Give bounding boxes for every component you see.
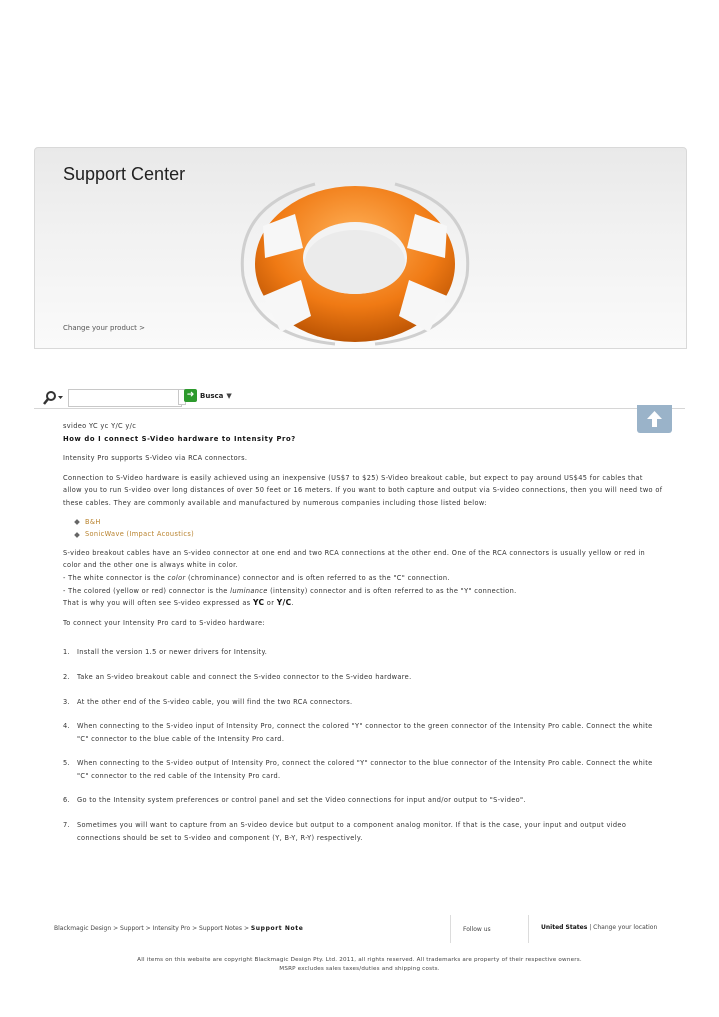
vendor-link-sonicwave[interactable]: SonicWave (Impact Acoustics)	[75, 528, 663, 541]
step-item: 6. Go to the Intensity system preferences or control panel and set the Video connections for input and/or output to "S-video".	[63, 796, 526, 805]
search-icon[interactable]	[42, 390, 64, 406]
colored-connector-note: - The colored (yellow or red) connector is the luminance (intensity) connector and is often referred to as the "Y" connection.	[63, 586, 517, 595]
breadcrumb: Blackmagic Design > Support > Intensity Pro > Support Notes > Support Note	[54, 925, 304, 932]
change-location-link[interactable]: Change your location	[593, 924, 658, 931]
step-item: 2. Take an S-video breakout cable and connect the S-video connector to the S-video hardware.	[63, 672, 412, 681]
page-title: Support Center	[63, 164, 186, 184]
article-paragraph: Connection to S-Video hardware is easily achieved using an inexpensive (US$7 to $25) S-Video breakout cable, but expect to pay around US$45 for cables that allow you to run S-video over long distances of over 50 feet or 16 meters. If you want to both capture and output via S-video connections, then you will need two of these cables. They are commonly available and manufactured by numerous companies including those listed below:	[63, 473, 663, 507]
change-product-link[interactable]: Change your product >	[63, 324, 146, 332]
vendor-link-bh[interactable]: B&H	[75, 516, 663, 529]
article-tags: svideo YC yc Y/C y/c	[63, 422, 137, 430]
to-connect-text: To connect your Intensity Pro card to S-video hardware:	[63, 618, 265, 627]
article-paragraph: S-video breakout cables have an S-video connector at one end and two RCA connections at the other end. One of the RCA connectors is usually yellow or red in color and the other one is always white in color.	[63, 548, 646, 570]
arrow-right-icon: ➜	[184, 389, 197, 402]
legal-notice	[0, 956, 719, 974]
search-bar	[40, 389, 680, 409]
copyright-text: All items on this website are copyright Blackmagic Design Pty. Ltd. 2011, all rights reserved. All trademarks are property of their respective owners.	[137, 957, 582, 963]
msrp-note: MSRP excludes sales taxes/duties and shipping costs.	[279, 966, 440, 972]
breadcrumb-link[interactable]: Support Notes	[199, 925, 243, 932]
breadcrumb-link[interactable]: Blackmagic Design	[54, 925, 112, 932]
support-banner	[34, 147, 687, 349]
expressed-note: That is why you will often see S-video expressed as YC or Y/C.	[63, 598, 294, 608]
location-selector[interactable]: United States | Change your location	[541, 924, 658, 931]
chevron-down-icon[interactable]: ▼	[226, 391, 232, 400]
search-input[interactable]	[68, 389, 182, 407]
step-item: 5. When connecting to the S-video output of Intensity Pro, connect the colored "Y" connector to the blue connector of the Intensity Pro cable. Connect the white "C" connector to the red cable of the Intensity Pro card.	[63, 759, 653, 780]
breadcrumb-link[interactable]: Intensity Pro	[152, 925, 191, 932]
breadcrumb-current: Support Note	[250, 925, 304, 932]
divider	[450, 915, 451, 943]
white-connector-note: - The white connector is the color (chrominance) connector and is often referred to as the "C" connection.	[63, 573, 450, 582]
divider	[528, 915, 529, 943]
divider	[34, 408, 685, 409]
search-button-label: Busca	[200, 391, 224, 400]
article-title: How do I connect S-Video hardware to Intensity Pro?	[63, 434, 296, 443]
country-name: United States	[541, 924, 588, 931]
life-ring-image	[225, 166, 485, 346]
step-item: 4. When connecting to the S-video input of Intensity Pro, connect the colored "Y" connector to the green connector of the Intensity Pro cable. Connect the white "C" connector to the blue cable of the Intensity Pro card.	[63, 722, 653, 743]
footer	[54, 915, 669, 945]
article	[63, 420, 663, 844]
breadcrumb-link[interactable]: Support	[120, 925, 144, 932]
vendor-list	[75, 516, 663, 541]
article-intro: Intensity Pro supports S-Video via RCA connectors.	[63, 454, 248, 463]
follow-us-link[interactable]: Follow us	[463, 926, 491, 933]
steps-list	[63, 646, 663, 844]
step-item: 3. At the other end of the S-video cable, you will find the two RCA connectors.	[63, 697, 353, 706]
search-button[interactable]	[184, 389, 232, 402]
step-item: 7. Sometimes you will want to capture from an S-video device but output to a component analog monitor. If that is the case, your input and output video connections should be set to S-video and component (Y, B-Y, R-Y) respectively.	[63, 821, 627, 842]
step-item: 1. Install the version 1.5 or newer drivers for Intensity.	[63, 648, 268, 657]
